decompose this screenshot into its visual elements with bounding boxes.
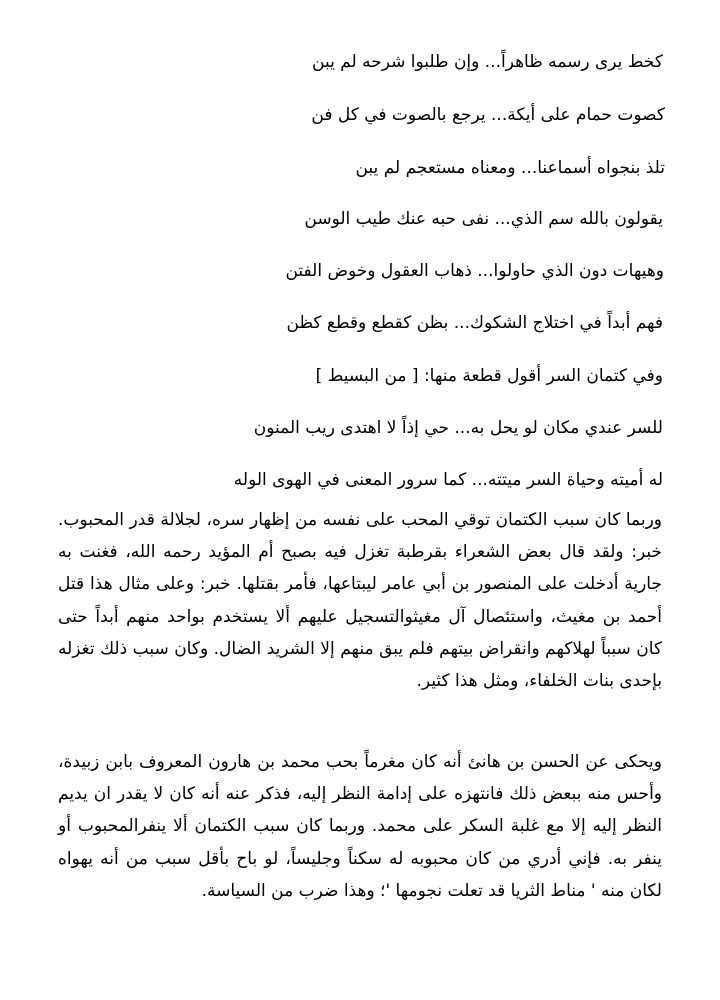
paragraph-2: ويحكى عن الحسن بن هانئ أنه كان مغرماً بحب محمد بن هارون المعروف بابن زبيدة، وأحس منه ببعض ذلك فانتهزه على إدامة النظر إليه، فذكر عنه أنه كان لا يقدر ان يديم النظر إليه إلا مع غلبة السكر على محمد. وربما كان سبب الكتمان ألا ينفرالمحبوب أو ينفر به. فإني أدري من كان محبوبه له سكناً وجليساً، لو باح بأقل سبب من أنه يهواه لكان منه ' مناط الثريا قد تعلت نجومها '؛ وهذا ضرب من السياسة. — [58, 752, 662, 901]
verse-line-9: له أميته وحياة السر ميتته... كما سرور المعنى في الهوى الوله — [233, 470, 663, 490]
verse-line-3: تلذ بنجواه أسماعنا... ومعناه مستعجم لم يبن — [355, 158, 665, 178]
verse-line-7: وفي كتمان السر أقول قطعة منها: [ من البسيط ] — [315, 366, 663, 386]
verse-line-5: وهيهات دون الذي حاولوا... ذهاب العقول وخوض الفتن — [285, 261, 664, 281]
verse-line-2: كصوت حمام على أيكة... يرجع بالصوت في كل فن — [311, 105, 665, 125]
verse-line-6: فهم أبداً في اختلاج الشكوك... بظن كقطع وقطع كظن — [286, 313, 663, 333]
verse-line-8: للسر عندي مكان لو يحل به... حي إذاً لا اهتدى ريب المنون — [253, 418, 663, 438]
paragraph-1: وربما كان سبب الكتمان توقي المحب على نفسه من إظهار سره، لجلالة قدر المحبوب. خبر: ولقد قال بعض الشعراء بقرطبة تغزل فيه بصبح أم المؤيد رحمه الله، فغنت به جارية أدخلت على المنصور بن أبي عامر ليبتاعها، فأمر بقتلها. خبر: وعلى مثال هذا قتل أحمد بن مغيث، واستئصال آل مغيثوالتسجيل عليهم ألا يستخدم بواحد منهم أبداً حتى كان سبباً لهلاكهم وانقراض بيتهم فلم يبق منهم إلا الشريد الضال. وكان سبب ذلك تغزله بإحدى بنات الخلفاء، ومثل هذا كثير. — [58, 510, 662, 692]
verse-line-4: يقولون بالله سم الذي... نفى حبه عنك طيب الوسن — [304, 209, 663, 229]
verse-line-1: كخط يرى رسمه ظاهراً... وإن طلبوا شرحه لم يبن — [312, 52, 663, 72]
